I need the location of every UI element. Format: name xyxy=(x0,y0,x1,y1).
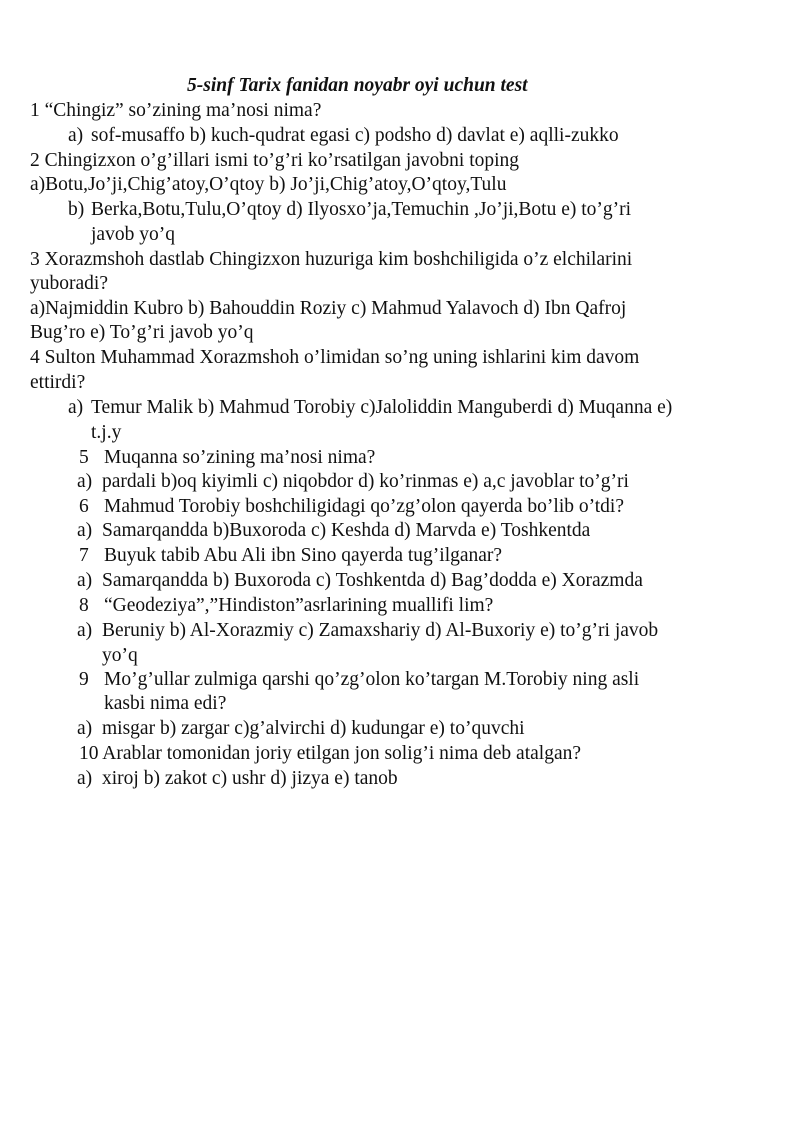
question-10-answers: xiroj b) zakot c) ushr d) jizya e) tanob xyxy=(102,768,398,789)
question-5-option-marker: a) xyxy=(77,471,93,492)
question-5-number: 5 xyxy=(79,447,89,468)
question-1-answers: sof-musaffo b) kuch-qudrat egasi c) podsho d) davlat e) aqlli-zukko xyxy=(91,125,619,146)
question-9-text-cont: kasbi nima edi? xyxy=(104,693,227,714)
page-title: 5-sinf Tarix fanidan noyabr oyi uchun test xyxy=(187,75,528,96)
question-2-answers-a: a)Botu,Jo’ji,Chig’atoy,O’qtoy b) Jo’ji,Chig’atoy,O’qtoy,Tulu xyxy=(30,174,507,195)
question-6-option-marker: a) xyxy=(77,520,93,541)
question-6-text: Mahmud Torobiy boshchiligidagi qo’zg’olon qayerda bo’lib o’tdi? xyxy=(104,496,624,517)
question-2-text: 2 Chingizxon o’g’illari ismi to’g’ri ko’rsatilgan javobni toping xyxy=(30,150,520,171)
question-3-text: 3 Xorazmshoh dastlab Chingizxon huzuriga kim boshchiligida o’z elchilarini xyxy=(30,249,633,270)
question-9-number: 9 xyxy=(79,669,89,690)
question-4-answers: Temur Malik b) Mahmud Torobiy c)Jaloliddin Manguberdi d) Muqanna e) xyxy=(91,397,673,418)
question-2-option-marker: b) xyxy=(68,199,85,220)
question-7-option-marker: a) xyxy=(77,570,93,591)
question-2-answers-b-cont: javob yo’q xyxy=(91,224,175,245)
question-3-text-cont: yuboradi? xyxy=(30,273,108,294)
question-4-answers-cont: t.j.y xyxy=(91,422,122,443)
question-3-answers-cont: Bug’ro e) To’g’ri javob yo’q xyxy=(30,322,254,343)
question-10-option-marker: a) xyxy=(77,768,93,789)
question-3-answers: a)Najmiddin Kubro b) Bahouddin Roziy c) Mahmud Yalavoch d) Ibn Qafroj xyxy=(30,298,627,319)
question-6-number: 6 xyxy=(79,496,89,517)
question-9-answers: misgar b) zargar c)g’alvirchi d) kudungar e) to’quvchi xyxy=(102,718,525,739)
question-1-option-marker: a) xyxy=(68,125,84,146)
question-7-number: 7 xyxy=(79,545,89,566)
question-6-answers: Samarqandda b)Buxoroda c) Keshda d) Marvda e) Toshkentda xyxy=(102,520,591,541)
question-4-option-marker: a) xyxy=(68,397,84,418)
question-10-text: 10 Arablar tomonidan joriy etilgan jon solig’i nima deb atalgan? xyxy=(79,743,582,764)
question-8-answers: Beruniy b) Al-Xorazmiy c) Zamaxshariy d) Al-Buxoriy e) to’g’ri javob xyxy=(102,620,659,641)
question-4-text-cont: ettirdi? xyxy=(30,372,86,393)
question-8-number: 8 xyxy=(79,595,89,616)
question-8-option-marker: a) xyxy=(77,620,93,641)
question-4-text: 4 Sulton Muhammad Xorazmshoh o’limidan so’ng uning ishlarini kim davom xyxy=(30,347,640,368)
question-9-text: Mo’g’ullar zulmiga qarshi qo’zg’olon ko’targan M.Torobiy ning asli xyxy=(104,669,640,690)
question-8-text: “Geodeziya”,”Hindiston”asrlarining muallifi lim? xyxy=(104,595,494,616)
question-5-answers: pardali b)oq kiyimli c) niqobdor d) ko’rinmas e) a,c javoblar to’g’ri xyxy=(102,471,629,492)
question-9-option-marker: a) xyxy=(77,718,93,739)
question-7-answers: Samarqandda b) Buxoroda c) Toshkentda d) Bag’dodda e) Xorazmda xyxy=(102,570,643,591)
question-5-text: Muqanna so’zining ma’nosi nima? xyxy=(104,447,376,468)
question-7-text: Buyuk tabib Abu Ali ibn Sino qayerda tug’ilganar? xyxy=(104,545,503,566)
question-1-text: 1 “Chingiz” so’zining ma’nosi nima? xyxy=(30,100,322,121)
question-8-answers-cont: yo’q xyxy=(102,645,138,666)
question-2-answers-b: Berka,Botu,Tulu,O’qtoy d) Ilyosxo’ja,Temuchin ,Jo’ji,Botu e) to’g’ri xyxy=(91,199,632,220)
